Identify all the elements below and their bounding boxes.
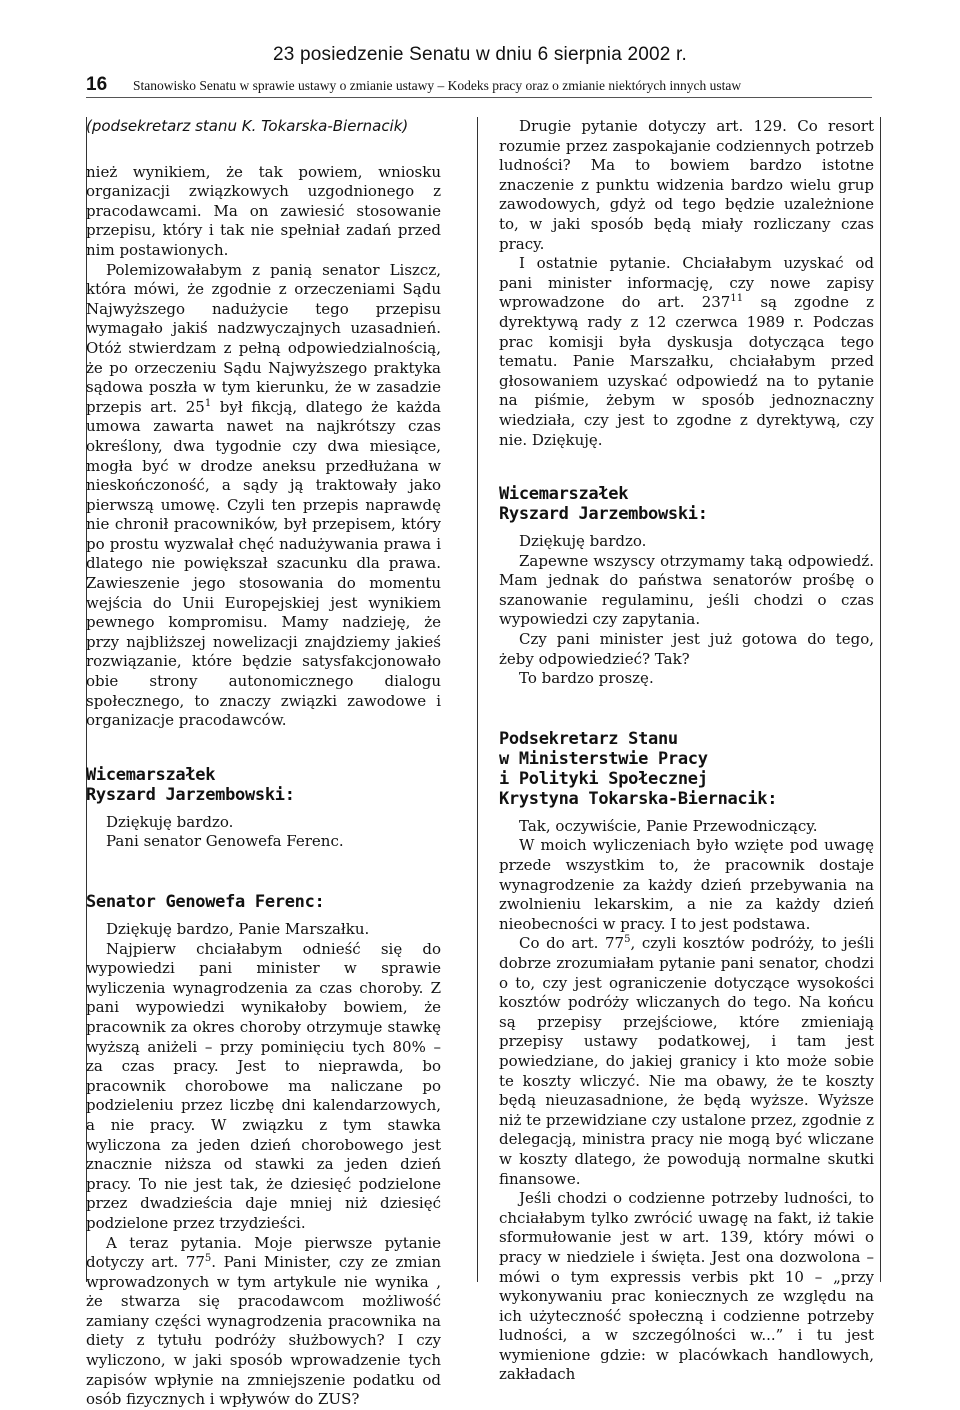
paragraph: Polemizowałabym z panią senator Liszcz, która mówi, że zgodnie z orzeczeniami Sądu Najwyższego nadużycie tego przepisu wymagało jakiś nadzwyczajnych uzasadnień. Otóż stwierdzam z pełną odpowiedzialnością, że po orzeczeniu Sądu Najwyższego praktyka sądowa poszła w tym kierunku, że w zasadzie przepis art. $25^1$ był fikcją, dlatego że każda umowa zawarta nawet na najkrótszy czas określony, dwa tygodnie czy dwa miesiące, mogła być w drodze aneksu przedłużana w nieskończoność, a sądy ją traktowały jako pierwszą umowę. Czyli ten przepis naprawdę nie chronił pracowników, był przepisem, który po prostu wyzwalał chęć nadużywania prawa i dlatego nie powiększał szacunku dla prawa. Zawieszenie jego stosowania do momentu wejścia do Unii Europejskiej jest wynikiem pewnego kompromisu. Mamy nadzieję, że przy najbliższej nowelizacji znajdziemy jakieś rozwiązanie, które będzie satysfakcjonowało obie strony autonomicznego dialogu społecznego, to znaczy związki zawodowe i organizacje pracodawców. [86, 260, 442, 730]
header-subtitle: Stanowisko Senatu w sprawie ustawy o zmianie ustawy – Kodeks pracy oraz o zmianie niektórych innych ustaw [133, 78, 742, 93]
paragraph: A teraz pytania. Moje pierwsze pytanie dotyczy art. $77^5$. Pani Minister, czy ze zmian wprowadzonych w tym artykule nie wynika , że stwarza się pracodawcom możliwość zamiany części wynagrodzenia pracownika na diety z tytułu podróży służbowych? I czy wyliczono, w jaki sposób wprowadzenie tych zapisów wpłynie na zmniejszenie podatku od osób fizycznych i wpływów do ZUS? [86, 1233, 441, 1409]
speaker-heading: Wicemarszałek Ryszard Jarzembowski: [499, 484, 708, 525]
paragraph: Dziękuję bardzo, Panie Marszałku. [106, 920, 370, 938]
speaker-heading: Podsekretarz Stanu w Ministerstwie Pracy i Polityki Społecznej Krystyna Tokarska-Biernacik: [499, 728, 778, 809]
paragraph: Dziękuję bardzo. [519, 532, 647, 551]
right-column [499, 117, 874, 1385]
paragraph: Najpierw chciałabym odnieść się do wypowiedzi pani minister w sprawie wyliczenia wynagrodzenia za czas choroby. Z pani wypowiedzi wynikałoby bowiem, że pracownik za okres choroby otrzymuje stawkę wyższą aniżeli – przy pominięciu tych 80% – za czas pracy. Jest to nieprawda, bo pracownik chorobowe ma naliczane po podzieleniu przez liczbę dni kalendarzowych, a nie pracy. W związku z tym stawka wyliczona za jeden dzień chorobowego jest znacznie niższa od stawki za jeden dzień pracy. To nie jest tak, że dziesięć podzielone przez dwadzieścia daje mniej niż dziesięć podzielone przez trzydzieści. [86, 939, 441, 1232]
right-margin-rule [880, 117, 881, 1282]
paragraph: I ostatnie pytanie. Chciałabym uzyskać od pani minister informację, czy nowe zapisy wprowadzone do art. $237^{11}$ są zgodne z dyrektywą rady z 12 czerwca 1989 r. Podczas prac komisji była dyskusja dotycząca tego tematu. Panie Marszałku, chciałabym przed głosowaniem uzyskać odpowiedź na to pytanie na piśmie, żebym w sposób jednoznaczny wiedziała, czy jest to zgodne z dyrektywą, czy nie. Dziękuję. [499, 254, 874, 449]
session-title: 23 posiedzenie Senatu w dniu 6 sierpnia 2002 r. [273, 44, 687, 65]
header-rule [86, 97, 872, 98]
page-number: 16 [86, 74, 108, 95]
paragraph: Pani senator Genowefa Ferenc. [106, 832, 344, 851]
speaker-heading: Wicemarszałek Ryszard Jarzembowski: [86, 764, 295, 805]
paragraph: To bardzo proszę. [519, 669, 654, 688]
paragraph: W moich wyliczeniach było wzięte pod uwagę przede wszystkim to, że pracownik dostaje wynagrodzenie za każdy dzień przebywania na zwolnieniu lekarskim, a nie za każdy dzień nieobecności w pracy. I to jest podstawa. [499, 836, 874, 933]
column-divider [477, 117, 478, 1282]
running-header [86, 74, 872, 96]
paragraph: Dziękuję bardzo. [106, 812, 234, 831]
continuation-label: (podsekretarz stanu K. Tokarska-Biernacik) [86, 117, 409, 135]
paragraph: Drugie pytanie dotyczy art. 129. Co resort rozumie przez zaspokajanie codziennych potrzeb ludności? Ma to bowiem bardzo istotne znaczenie z punktu widzenia bardzo wielu grup zawodowych, gdyż od tego będzie uzależnione to, w jaki sposób będą miały rozliczany czas pracy. [499, 117, 874, 253]
paragraph: Jeśli chodzi o codzienne potrzeby ludności, to chciałabym tylko zwrócić uwagę na fakt, iż takie sformułowanie jest w art. 139, który mówi o pracy w niedziele i święta. Jest ona dozwolona – mówi o tym expressis verbis pkt 10 – „przy wykonywaniu prac koniecznych ze względu na ich użyteczność społeczną i codzienne potrzeby ludności, a w szczególności w...” i tu jest wymienione gdzie: w placówkach handlowych, zakładach [499, 1189, 874, 1384]
paragraph: nież wynikiem, że tak powiem, wniosku organizacji związkowych uzgodnionego z pracodawcami. Ma on zawiesić stosowanie przepisu, który i tak nie spełniał zadań przed nim postawionych. [86, 162, 441, 259]
speaker-heading: Senator Genowefa Ferenc: [86, 892, 325, 912]
paragraph: Co do art. $77^5$, czyli kosztów podróży, to jeśli dobrze zrozumiałam pytanie pani senator, chodzi o to, czy jest ograniczenie dotyczące wysokości kosztów podróży wliczanych do tego. Na końcu są przepisy przejściowe, które zmieniają przepisy ustawy podatkowej, i tam jest powiedziane, do jakiej granicy i kto może sobie te koszty wliczyć. Nie ma obawy, że te koszty będą nieuzasadnione, że będą wyższe. Wyższe niż te przewidziane czy ustalone przez, zgodnie z delegacją, ministra pracy nie mogą być wliczane w koszty dlatego, że powodują normalne skutki finansowe. [499, 934, 874, 1188]
paragraph: Tak, oczywiście, Panie Przewodniczący. [519, 816, 818, 835]
left-column [86, 117, 441, 1410]
paragraph: Zapewne wszyscy otrzymamy taką odpowiedź. Mam jednak do państwa senatorów prośbę o szanowanie regulaminu, jeśli chodzi o czas wypowiedzi czy zapytania. [499, 551, 874, 629]
paragraph: Czy pani minister jest już gotowa do tego, żeby odpowiedzieć? Tak? [499, 630, 874, 668]
